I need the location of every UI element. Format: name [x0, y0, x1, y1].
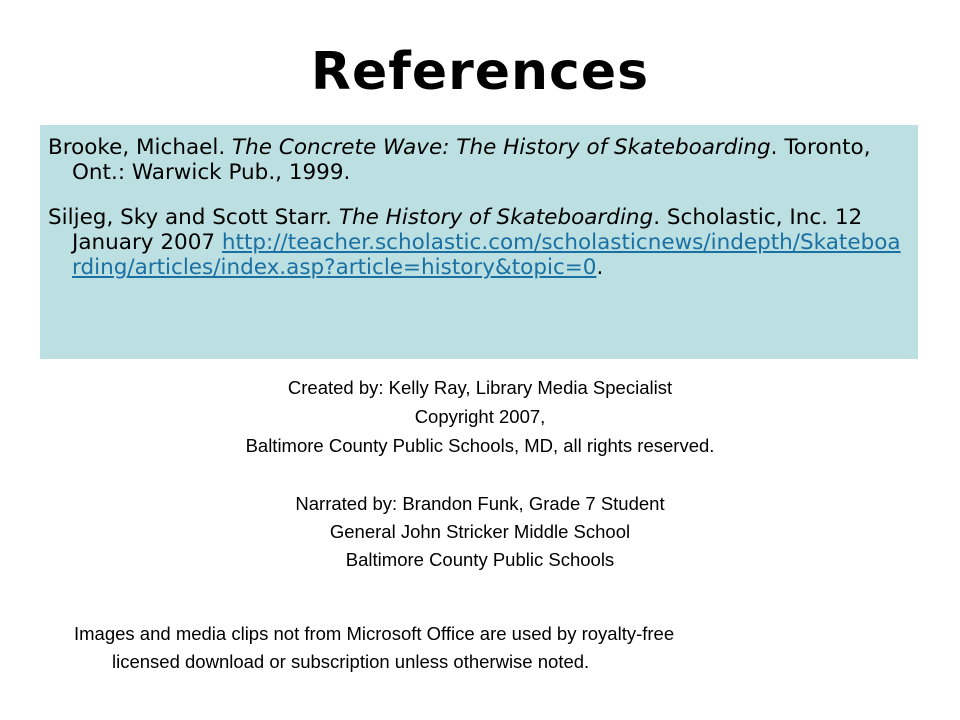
reference-publication: . Toronto, Ont.: Warwick Pub., 1999. — [72, 135, 871, 185]
credits-block — [0, 374, 960, 460]
created-by-text: Created by: Kelly Ray, Library Media Specialist — [287, 377, 673, 398]
reference-authors: Brooke, Michael. — [48, 135, 233, 160]
narrated-by-text: Narrated by: Brandon Funk, Grade 7 Student — [295, 493, 665, 514]
media-note — [74, 620, 894, 676]
copyright-text: Copyright 2007, — [414, 406, 546, 427]
reference-link[interactable]: http://teacher.scholastic.com/scholasticnews/indepth/Skateboarding/articles/index.asp?article=history&topic=0 — [72, 230, 901, 280]
reference-item-siljeg — [48, 205, 908, 280]
reference-item-brooke — [48, 135, 908, 185]
reference-publication: . Scholastic, Inc. 12 January 2007 — [72, 205, 863, 255]
reference-work-title: The History of Skateboarding — [338, 205, 654, 230]
district-text: Baltimore County Public Schools — [345, 549, 615, 570]
references-box — [40, 125, 918, 359]
narration-block — [0, 490, 960, 574]
reference-authors: Siljeg, Sky and Scott Starr. — [48, 205, 339, 230]
rights-text: Baltimore County Public Schools, MD, all rights reserved. — [245, 435, 715, 456]
slide-title: References — [310, 42, 650, 102]
reference-work-title: The Concrete Wave: The History of Skateboarding — [232, 135, 771, 160]
media-note-line-1: Images and media clips not from Microsoft Office are used by royalty-free — [74, 623, 675, 644]
school-text: General John Stricker Middle School — [329, 521, 631, 542]
reference-end: . — [596, 255, 604, 280]
media-note-line-2: licensed download or subscription unless otherwise noted. — [112, 651, 590, 672]
